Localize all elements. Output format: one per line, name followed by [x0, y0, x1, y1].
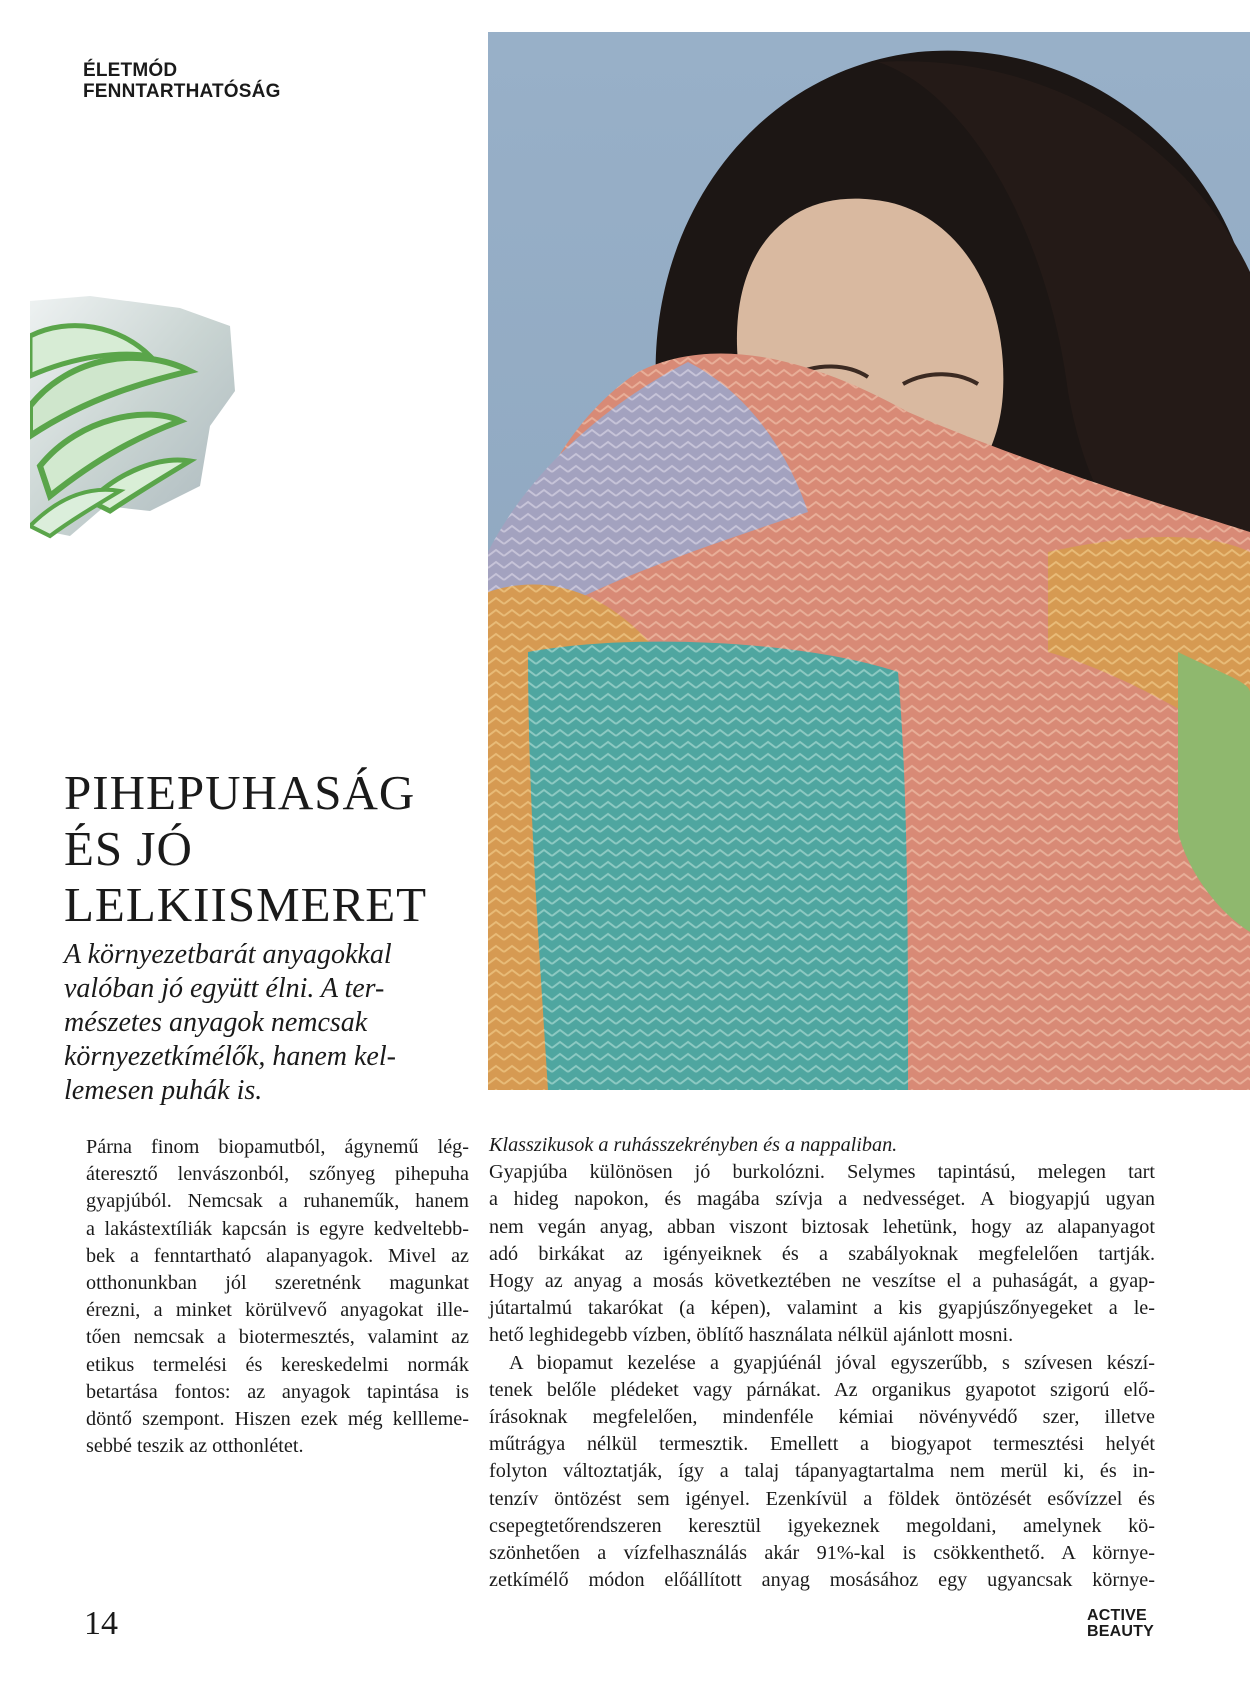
brand-line1: ACTIVE: [1087, 1607, 1147, 1624]
aloe-ice-cube-illustration: [30, 296, 235, 561]
lead-line: környezetkímélők, hanem kel-: [64, 1041, 396, 1072]
article-lead: [64, 938, 464, 1108]
body-line: tenek belőle plédeket vagy párnákat. Az organikus gyapotot szigorú elő-: [489, 1378, 1155, 1401]
body-left-column: [86, 1134, 469, 1460]
body-line: szönhetően a vízfelhasználás akár 91%-kal is csökkenthető. A környe-: [489, 1542, 1155, 1565]
headline-line: ÉS JÓ: [64, 821, 193, 876]
body-line: gyapjúból. Nemcsak a ruhaneműk, hanem: [86, 1190, 469, 1213]
body-line: sebbé teszik az otthonlétet.: [86, 1435, 304, 1458]
lead-line: A környezetbarát anyagokkal: [64, 939, 392, 970]
body-right-column: [489, 1132, 1155, 1594]
body-line: zetkímélő módon előállított anyag mosásához egy ugyancsak környe-: [489, 1569, 1155, 1592]
body-line: műtrágya nélkül termesztik. Emellett a biogyapot termesztési helyét: [489, 1433, 1155, 1456]
body-line: A biopamut kezelése a gyapjúénál jóval egyszerűbb, s szívesen készí-: [509, 1351, 1155, 1374]
headline-line: LELKIISMERET: [64, 877, 428, 932]
body-line: folyton változtatják, így a talaj tápanyagtartalma nem merül ki, és in-: [489, 1460, 1155, 1483]
headline-line: PIHEPUHASÁG: [64, 765, 416, 820]
lead-line: mészetes anyagok nemcsak: [64, 1007, 368, 1038]
woman-in-blanket-photo: [488, 32, 1250, 1090]
brand-logo: [1087, 1608, 1154, 1640]
body-line: döntő szempont. Hiszen ezek még kellleme-: [86, 1408, 469, 1431]
body-line: bek a fenntartható alapanyagok. Mivel az: [86, 1244, 469, 1267]
body-line: hető leghidegebb vízben, öblítő használata nélkül ajánlott mosni.: [489, 1324, 1014, 1347]
body-line: Gyapjúba különösen jó burkolózni. Selymes tapintású, melegen tart: [489, 1161, 1155, 1184]
page-number: 14: [84, 1605, 118, 1642]
body-line: tenzív öntözést sem igényel. Ezenkívül a földek öntözését esővízzel és: [489, 1487, 1155, 1510]
lead-line: lemesen puhák is.: [64, 1075, 263, 1106]
subheading: Klasszikusok a ruhásszekrényben és a nappaliban.: [489, 1134, 898, 1156]
article-headline: [64, 765, 464, 933]
body-line: írásoknak megfelelően, mindenféle kémiai növényvédő szer, illetve: [489, 1406, 1155, 1429]
body-line: áteresztő lenvászonból, szőnyeg pihepuha: [86, 1163, 469, 1186]
body-line: érezni, a minket körülvevő anyagokat ille-: [86, 1299, 469, 1322]
section-label: [83, 60, 281, 102]
body-line: tően nemcsak a biotermesztés, valamint az: [86, 1326, 469, 1349]
body-line: Párna finom biopamutból, ágynemű lég-: [86, 1136, 469, 1158]
brand-line2: BEAUTY: [1087, 1623, 1154, 1640]
body-line: csepegtetőrendszeren keresztül igyekeznek megoldani, amelynek kö-: [489, 1514, 1155, 1537]
lead-line: valóban jó együtt élni. A ter-: [64, 973, 385, 1004]
body-line: otthonunkban jól szeretnénk magunkat: [86, 1272, 469, 1295]
body-line: betartása fontos: az anyagok tapintása is: [86, 1380, 469, 1403]
body-line: a lakástextíliák kapcsán is egyre kedveltebb-: [86, 1217, 469, 1240]
body-line: adó birkákat az igényeiknek és a szabályoknak megfelelően tartják.: [489, 1242, 1155, 1265]
body-line: a hideg napokon, és magába szívja a nedvességet. A biogyapjú ugyan: [489, 1188, 1155, 1211]
woman-blanket-illustration: [488, 32, 1250, 1090]
body-line: Hogy az anyag a mosás következtében ne veszítse el a puhaságát, a gyap-: [489, 1270, 1155, 1293]
body-line: jútartalmú takarókat (a képen), valamint a kis gyapjúszőnyegeket a le-: [489, 1297, 1155, 1320]
section-label-line2: FENNTARTHATÓSÁG: [83, 81, 281, 102]
body-line: etikus termelési és kereskedelmi normák: [86, 1353, 469, 1376]
body-line: nem vegán anyag, abban viszont biztosak lehetünk, hogy az alapanyagot: [489, 1215, 1155, 1238]
aloe-ice-cube-image: [30, 296, 235, 561]
section-label-line1: ÉLETMÓD: [83, 60, 178, 81]
